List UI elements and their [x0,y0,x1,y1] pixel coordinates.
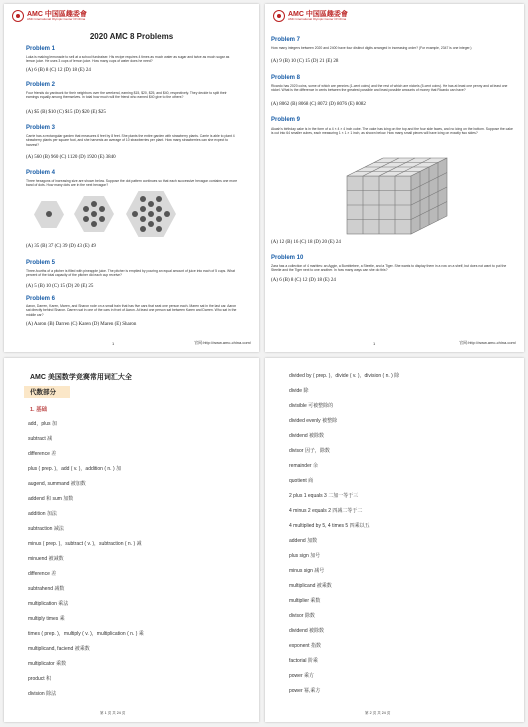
vocab-item: division 除法 [28,691,57,697]
vocab-item: multiplication 乘法 [28,601,69,607]
vocab-item: multiplier 乘数 [289,598,321,604]
vocab-item: exponent 指数 [289,643,321,649]
logo-subtitle: AMC International Olympic Center Of China [27,17,86,21]
document-page-3 [4,358,259,722]
hexagon-small [34,201,64,228]
vocab-item: divisor 因子，除数 [289,448,330,454]
problem-6-text: Aaron, Darren, Karen, Maren, and Sharon rode on a small train that has five cars that seat one person each. Maren sat in the last car. Aaron sat directly behind Sharon. Darren sat in one of the cars in front of Aaron. At least one person sat between Karen and Darren. Who sat in the middle car? [26,304,237,317]
vocab-item: minus sign 减号 [289,568,325,574]
vocab-item: factorial 阶乘 [289,658,318,664]
vocab-item: power 乘方 [289,673,315,679]
logo-name: AMC 中国區趣委會 [27,11,87,18]
amc-logo [273,10,348,22]
problem-3-title: Problem 3 [26,125,56,131]
vocab-item: power 幂,乘方 [289,688,321,694]
vocab-item: difference 差 [28,571,57,577]
problem-3-text: Carrie has a rectangular garden that measures 6 feet by 8 feet. She plants the entire garden with strawberry plants. Carrie is able to plant 4 strawberry plants per square foot, and she harvests an average of 10 strawberries per plant. How many strawberries can she expect to harvest? [26,134,235,147]
section-label: 代数部分 [30,389,56,396]
hexagon-medium [74,196,114,232]
problem-1-text: Luka is making lemonade to sell at a school fundraiser. His recipe requires 4 times as much water as sugar and twice as much sugar as lemon juice. He uses 3 cups of lemon juice. How many cups of water does he need? [26,55,230,64]
amc-seal-icon [273,10,285,22]
problem-5-text: Three-fourths of a pitcher is filled with pineapple juice. The pitcher is emptied by pouring an equal amount of juice into each of 5 cups. What percent of the total capacity of the pitcher did each cup receive? [26,269,235,278]
vocab-item: addition 加法 [28,511,57,517]
vocab-item: minus ( prep. )，subtract ( v. )，subtraction ( n. ) 减 [28,541,142,547]
vocab-item: multiplicand 被乘数 [289,583,332,589]
amc-logo [12,10,87,22]
vocab-item: plus sign 加号 [289,553,321,559]
vocab-item: divided evenly 被整除 [289,418,338,424]
problem-10-title: Problem 10 [271,255,304,261]
vocab-item: 2 plus 1 equals 3 二加一等于三 [289,493,359,499]
subsection-label: 1. 基础 [30,407,48,413]
vocab-item: dividend 被除数 [289,628,325,634]
vocab-item: subtrahend 减数 [28,586,65,592]
problem-7-title: Problem 7 [271,37,301,43]
vocab-item: dividend 被除数 [289,433,325,439]
document-page-2 [265,4,524,352]
vocab-item: subtraction 减法 [28,526,64,532]
problem-6-title: Problem 6 [26,296,56,302]
problem-4-text: Three hexagons of increasing size are shown below. Suppose the dot pattern continues so that each successive hexagon contains one more band of dots. How many dots are in the next hexagon? [26,179,238,188]
vocab-item: minuend 被减数 [28,556,64,562]
vocab-item: product 积 [28,676,52,682]
problem-10-options: (A) 6 (B) 8 (C) 12 (D) 18 (E) 24 [271,278,336,283]
logo-subtitle: AMC International Olympic Center Of China [288,17,347,21]
website-footer: 官网:http://www.amc-china.com/ [459,340,516,345]
problem-8-text: Ricardo has 2020 coins, some of which are pennies (1-cent coins) and the rest of which are nickels (5-cent coins). He has at least one penny and at least one nickel. What is the difference in cents between the greatest possible and least possible amounts of money that Ricardo can have? [271,84,508,93]
vocab-item: quotient 商 [289,478,314,484]
cube-front-face [347,176,411,234]
problem-3-options: (A) 560 (B) 960 (C) 1120 (D) 1920 (E) 3840 [26,155,116,160]
document-title: 2020 AMC 8 Problems [89,32,174,41]
vocab-item: remainder 余 [289,463,318,469]
page-footer: 第 1 页 共 24 页 [100,711,126,715]
problem-9-text: Akash's birthday cake is in the form of a 4 × 4 × 4 inch cube. The cake has icing on the top and the four side faces, and no icing on the bottom. Suppose the cake is cut into 64 smaller cubes, each measuring 1 × 1 × 1 inch, as shown below. How many small pieces will have icing on exactly two sides? [271,127,513,136]
problem-4-title: Problem 4 [26,170,56,176]
problem-7-text: How many integers between 2020 and 2400 have four distinct digits arranged in increasing order? (For example, 2347 is one integer.) [271,46,472,50]
problem-9-options: (A) 12 (B) 16 (C) 18 (D) 20 (E) 24 [271,240,341,245]
vocab-item: multiplicator 乘数 [28,661,67,667]
vocabulary-title: AMC 美国数学竞赛常用词汇大全 [30,374,132,381]
vocab-item: addend 加数 [289,538,318,544]
vocab-item: divisible 可被整除的 [289,403,334,409]
problem-5-title: Problem 5 [26,260,56,266]
cake-cube-figure [343,154,453,238]
problem-2-text: Four friends do yardwork for their neighbors over the weekend, earning $15, $20, $25, and $40, respectively. They decide to split their earnings equally among themselves. In total how much will the friend who earned $40 give to the others? [26,91,227,100]
problem-4-options: (A) 35 (B) 37 (C) 39 (D) 43 (E) 49 [26,244,96,249]
vocab-item: times ( prep. )，multiply ( v. )，multiplication ( n. ) 乘 [28,631,144,637]
problem-6-options: (A) Aaron (B) Darren (C) Karen (D) Maren (E) Sharon [26,322,137,327]
vocab-item: 4 minus 2 equals 2 四减二等于二 [289,508,363,514]
problem-10-text: Zara has a collection of 4 marbles: an Aggie, a Bumblebee, a Steelie, and a Tiger. She wants to display them in a row on a shelf, but does not want to put the Steelie and the Tiger next to one another. In how many ways can she do this? [271,264,507,273]
vocab-item: divisor 除数 [289,613,315,619]
logo-name: AMC 中国區趣委會 [288,11,348,18]
problem-1-title: Problem 1 [26,46,56,52]
problem-1-options: (A) 6 (B) 8 (C) 12 (D) 18 (E) 24 [26,68,91,73]
hexagon-large [126,191,176,237]
vocab-item: multiplicand, faciend 被乘数 [28,646,90,652]
document-page-4 [265,358,524,722]
problem-9-title: Problem 9 [271,117,301,123]
problem-7-options: (A) 9 (B) 10 (C) 15 (D) 21 (E) 28 [271,59,339,64]
problem-2-options: (A) $5 (B) $10 (C) $15 (D) $20 (E) $25 [26,110,106,115]
vocab-item: difference 差 [28,451,57,457]
vocab-item: divided by ( prep. )，divide ( v. )，division ( n. ) 除 [289,373,400,379]
page-number: 1 [112,341,115,346]
vocab-item: multiply times 乘 [28,616,65,622]
amc-seal-icon [12,10,24,22]
page-number: 1 [373,341,376,346]
vocab-item: divide 除 [289,388,309,394]
vocab-item: augend, summand 被加数 [28,481,86,487]
page-footer: 第 2 页 共 24 页 [365,711,391,715]
vocab-item: plus ( prep. )，add ( v. )，addition ( n. ) 加 [28,466,121,472]
vocab-item: addend 和 sum 加数 [28,496,74,502]
website-footer: 官网:http://www.amc-china.com/ [194,340,251,345]
vocab-item: subtract 减 [28,436,53,442]
problem-8-options: (A) 8062 (B) 8068 (C) 8072 (D) 8076 (E) 8082 [271,102,366,107]
vocab-item: 4 multiplied by 5, 4 times 5 四乘以五 [289,523,370,529]
problem-2-title: Problem 2 [26,82,56,88]
problem-8-title: Problem 8 [271,75,301,81]
document-page-1 [4,4,259,352]
vocab-item: add，plus 加 [28,421,57,427]
problem-5-options: (A) 5 (B) 10 (C) 15 (D) 20 (E) 25 [26,284,94,289]
